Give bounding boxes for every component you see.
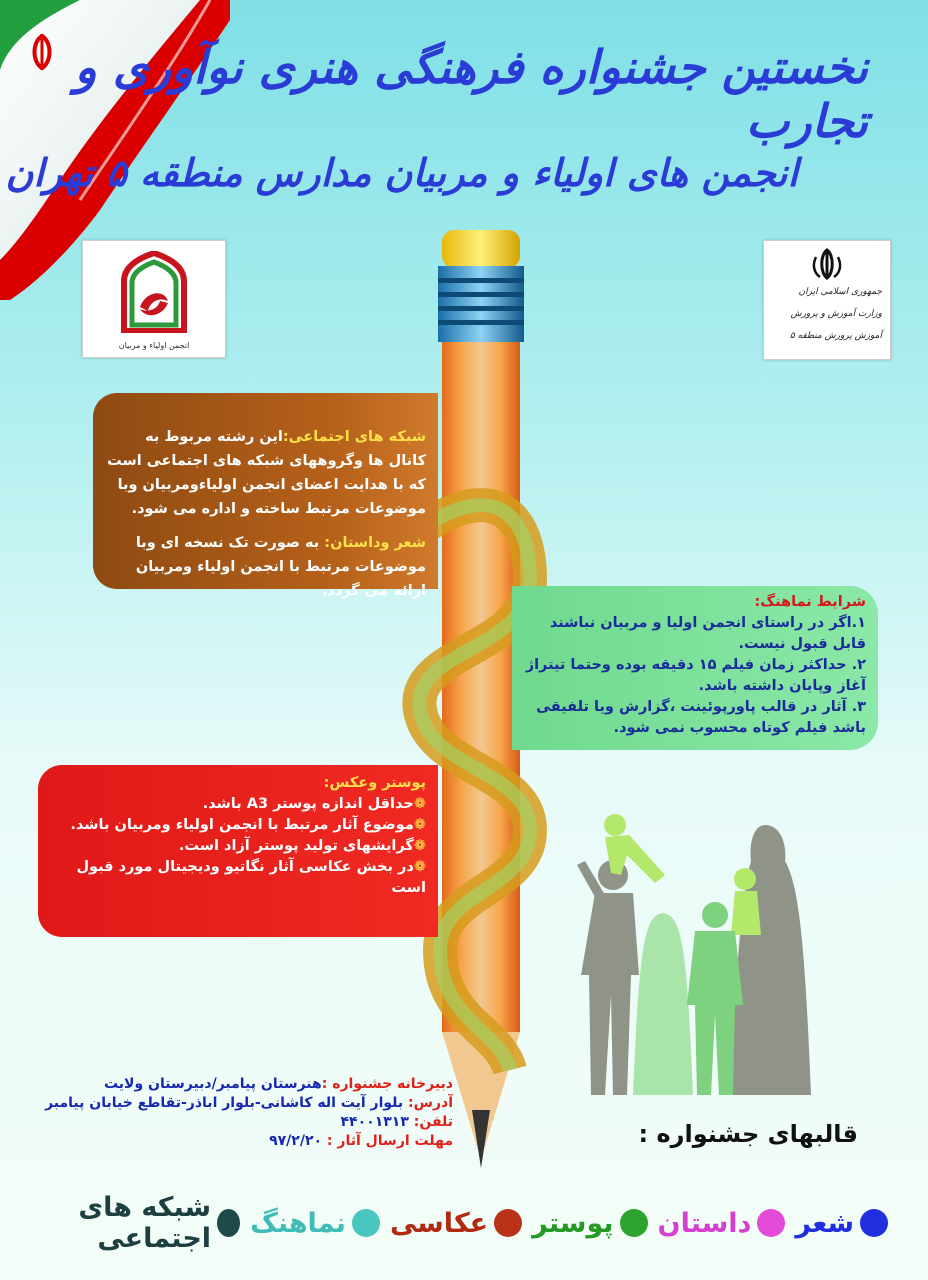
poster-item-4: ❁در بخش عکاسی آثار نگاتیو ودیجیتال مورد قبول است	[76, 859, 426, 896]
contact-info	[45, 1075, 453, 1151]
phone-line: تلفن: ۴۴۰۰۱۳۱۳	[340, 1114, 453, 1130]
rules-heading: شرایط نماهنگ:	[754, 594, 866, 610]
gov-line-1: جمهوری اسلامی ایران	[798, 287, 882, 297]
gov-line-3: آموزش پرورش منطقه ۵	[789, 331, 882, 341]
gov-line-2: وزارت آموزش و پرورش	[790, 309, 882, 319]
bullet-star-icon: ❁	[413, 838, 426, 854]
bullet-star-icon: ❁	[413, 817, 426, 833]
poster-heading: پوستر وعکس:	[323, 775, 426, 791]
rules-item-2: ۲. حداکثر زمان فیلم ۱۵ دقیقه بوده وحتما تیتراژ آغاز وپایان داشته باشد.	[525, 657, 866, 694]
format-photography: عکاسی	[390, 1208, 522, 1239]
formats-title: قالبهای جشنواره :	[638, 1120, 858, 1148]
poetry-story-heading: شعر وداستان:	[324, 535, 426, 551]
poetry-story-text: به صورت تک نسخه ای وبا موضوعات مرتبط با انجمن اولیاء ومربیان ارائه می گردد.	[135, 535, 426, 599]
secretariat-line: دبیرخانه جشنواره :هنرستان پیامبر/دبیرستان ولایت	[103, 1076, 453, 1092]
format-music-video: نماهنگ	[250, 1208, 380, 1239]
circle-icon	[620, 1209, 648, 1237]
parents-association-logo	[82, 240, 226, 358]
poster-item-1: ❁حداقل اندازه پوستر A3 باشد.	[202, 796, 426, 812]
circle-icon	[860, 1209, 888, 1237]
circle-icon	[757, 1209, 785, 1237]
ministry-education-logo	[763, 240, 891, 360]
address-line: آدرس: بلوار آیت اله کاشانی-بلوار اباذر-تقاطع خیابان پیامبر	[45, 1095, 453, 1111]
poster-item-3: ❁گرایشهای تولید پوستر آزاد است.	[178, 838, 426, 854]
rules-item-1: ۱.اگر در راستای انجمن اولیا و مربیان نباشند قابل قبول نیست.	[549, 615, 866, 652]
music-video-rules-panel	[512, 586, 878, 750]
family-silhouette-illustration	[555, 805, 855, 1105]
formats-list	[0, 1192, 888, 1254]
poster-photo-panel	[38, 765, 438, 937]
iran-emblem-icon	[810, 247, 844, 281]
circle-icon	[494, 1209, 522, 1237]
social-networks-panel	[93, 393, 438, 599]
format-poetry: شعر	[795, 1208, 888, 1239]
format-story: داستان	[658, 1208, 786, 1239]
rules-item-3: ۳. آثار در قالب پاورپوئینت ،گزارش ویا تلفیقی باشد فیلم کوتاه محسوب نمی شود.	[536, 699, 866, 736]
poster-item-2: ❁موضوع آثار مرتبط با انجمن اولیاء ومربیان باشد.	[70, 817, 426, 833]
mosque-arch-logo-icon	[120, 251, 188, 333]
deadline-line: مهلت ارسال آثار : ۹۷/۲/۲۰	[269, 1133, 453, 1149]
bullet-star-icon: ❁	[413, 796, 426, 812]
left-logo-caption: انجمن اولیاء و مربیان	[118, 341, 190, 350]
festival-subtitle: انجمن های اولیاء و مربیان مدارس منطقه ۵ تهران	[5, 150, 798, 195]
festival-title: نخستین جشنواره فرهنگی هنری نوآوری و تجارب	[74, 40, 868, 148]
social-text: این رشته مربوط به کانال ها وگروههای شبکه های اجتماعی است که با هدایت اعضای انجمن اولیاءومربیان وبا موضوعات مرتبط ساخته و اداره می شود.	[107, 429, 426, 517]
format-poster: پوستر	[532, 1208, 647, 1239]
bullet-star-icon: ❁	[413, 859, 426, 875]
circle-icon	[217, 1209, 240, 1237]
social-heading: شبکه های اجتماعی:	[282, 429, 426, 445]
circle-icon	[352, 1209, 380, 1237]
format-social-networks: شبکه های اجتماعی	[0, 1192, 240, 1254]
